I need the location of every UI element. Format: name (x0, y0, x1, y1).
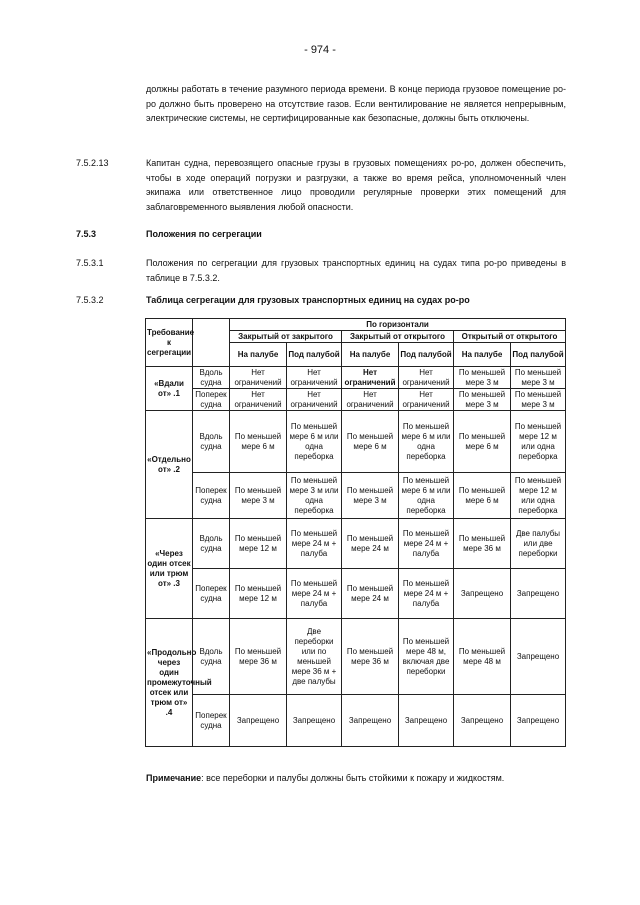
intro-paragraph: должны работать в течение разумного периода времени. В конце периода грузовое помещение ро-ро должно быть проверено на отсутствие газов. Если вентилирование не является непрерывным, электрические системы, не сертифицированные как безопасные, должны быть отключены. (146, 84, 566, 123)
requirement-header: Требование к сегрегации (146, 319, 193, 367)
column-header: На палубе (342, 343, 399, 367)
table-cell: По меньшей мере 48 м (454, 619, 511, 695)
table-cell: По меньшей мере 6 м или одна переборка (399, 411, 454, 473)
table-cell: Запрещено (511, 619, 566, 695)
table-cell: Нет ограничений (342, 367, 399, 389)
table-cell: Нет ограничений (399, 367, 454, 389)
section-number-7-5-3: 7.5.3 (76, 229, 97, 239)
segregation-table (145, 318, 566, 747)
table-cell: Запрещено (287, 695, 342, 747)
table-cell: Запрещено (454, 695, 511, 747)
horizontal-header: По горизонтали (230, 319, 566, 331)
table-cell: Запрещено (454, 569, 511, 619)
table-cell: Две палубы или две переборки (511, 519, 566, 569)
column-header: На палубе (454, 343, 511, 367)
section-heading-7-5-3: Положения по сегрегации (146, 229, 262, 239)
table-cell: По меньшей мере 48 м, включая две переборки (399, 619, 454, 695)
direction-label: Поперек судна (193, 473, 230, 519)
table-cell: По меньшей мере 6 м или одна переборка (287, 411, 342, 473)
column-header: Под палубой (511, 343, 566, 367)
table-cell: Запрещено (399, 695, 454, 747)
table-cell: По меньшей мере 6 м (454, 473, 511, 519)
table-cell: По меньшей мере 3 м или одна переборка (287, 473, 342, 519)
table-cell: Нет ограничений (230, 389, 287, 411)
table-cell: По меньшей мере 24 м (342, 569, 399, 619)
note-text: : все переборки и палубы должны быть стойкими к пожару и жидкостям. (201, 773, 505, 783)
table-cell: По меньшей мере 24 м + палуба (287, 519, 342, 569)
direction-label: Вдоль судна (193, 367, 230, 389)
direction-label: Поперек судна (193, 569, 230, 619)
column-header: Под палубой (399, 343, 454, 367)
table-cell: По меньшей мере 3 м (230, 473, 287, 519)
direction-label: Поперек судна (193, 389, 230, 411)
table-cell: Нет ограничений (287, 389, 342, 411)
table-cell: Две переборки или по меньшей мере 36 м + две палубы (287, 619, 342, 695)
section-number-7-5-3-2: 7.5.3.2 (76, 295, 104, 305)
table-caption: Таблица сегрегации для грузовых транспортных единиц на судах ро-ро (146, 295, 470, 305)
table-cell: По меньшей мере 6 м или одна переборка (399, 473, 454, 519)
table-cell: По меньшей мере 36 м (230, 619, 287, 695)
table-cell: Нет ограничений (287, 367, 342, 389)
table-cell: По меньшей мере 24 м (342, 519, 399, 569)
direction-label: Вдоль судна (193, 519, 230, 569)
table-cell: Запрещено (511, 695, 566, 747)
table-cell: Запрещено (511, 569, 566, 619)
table-cell: По меньшей мере 3 м (454, 389, 511, 411)
row-label: «Отдельно от» .2 (146, 411, 193, 519)
section-number-7-5-3-1: 7.5.3.1 (76, 258, 104, 268)
group-header: Закрытый от закрытого (230, 331, 342, 343)
table-cell: По меньшей мере 36 м (454, 519, 511, 569)
table-cell: Нет ограничений (230, 367, 287, 389)
row-label: «Через один отсек или трюм от» .3 (146, 519, 193, 619)
section-number-7-5-2-13: 7.5.2.13 (76, 158, 109, 168)
table-cell: По меньшей мере 24 м + палуба (399, 519, 454, 569)
table-cell: По меньшей мере 3 м (454, 367, 511, 389)
table-cell: Нет ограничений (399, 389, 454, 411)
table-cell: По меньшей мере 12 м (230, 569, 287, 619)
direction-label: Поперек судна (193, 695, 230, 747)
table-cell: Запрещено (342, 695, 399, 747)
table-cell: Нет ограничений (342, 389, 399, 411)
table-cell: По меньшей мере 12 м или одна переборка (511, 473, 566, 519)
section-text-7-5-2-13: Капитан судна, перевозящего опасные грузы в грузовых помещениях ро-ро, должен обеспечить, чтобы в ходе операций погрузки и разгрузки, а также во время рейса, уполномоченный член экипажа или ответственное лицо проводили регулярные проверки этих помещений для заблаговременного выявления любой опасности. (146, 158, 566, 212)
group-header: Открытый от открытого (454, 331, 566, 343)
group-header: Закрытый от открытого (342, 331, 454, 343)
note-label: Примечание (146, 773, 202, 783)
table-cell: По меньшей мере 3 м (511, 389, 566, 411)
table-cell: По меньшей мере 6 м (230, 411, 287, 473)
row-label: «Продольно через один промежуточный отсек или трюм от» .4 (146, 619, 193, 747)
table-cell: По меньшей мере 6 м (454, 411, 511, 473)
table-cell: По меньшей мере 6 м (342, 411, 399, 473)
page-number: - 974 - (304, 44, 336, 56)
direction-label: Вдоль судна (193, 411, 230, 473)
section-text-7-5-3-1: Положения по сегрегации для грузовых транспортных единиц на судах типа ро-ро приведены в таблице в 7.5.3.2. (146, 258, 566, 283)
table-cell: По меньшей мере 12 м (230, 519, 287, 569)
table-cell: По меньшей мере 3 м (511, 367, 566, 389)
table-note (146, 772, 566, 785)
direction-label: Вдоль судна (193, 619, 230, 695)
table-cell: По меньшей мере 24 м + палуба (399, 569, 454, 619)
column-header: Под палубой (287, 343, 342, 367)
table-cell: Запрещено (230, 695, 287, 747)
table-cell: По меньшей мере 36 м (342, 619, 399, 695)
row-label: «Вдали от» .1 (146, 367, 193, 411)
table-cell: По меньшей мере 12 м или одна переборка (511, 411, 566, 473)
table-cell: По меньшей мере 3 м (342, 473, 399, 519)
table-cell: По меньшей мере 24 м + палуба (287, 569, 342, 619)
column-header: На палубе (230, 343, 287, 367)
